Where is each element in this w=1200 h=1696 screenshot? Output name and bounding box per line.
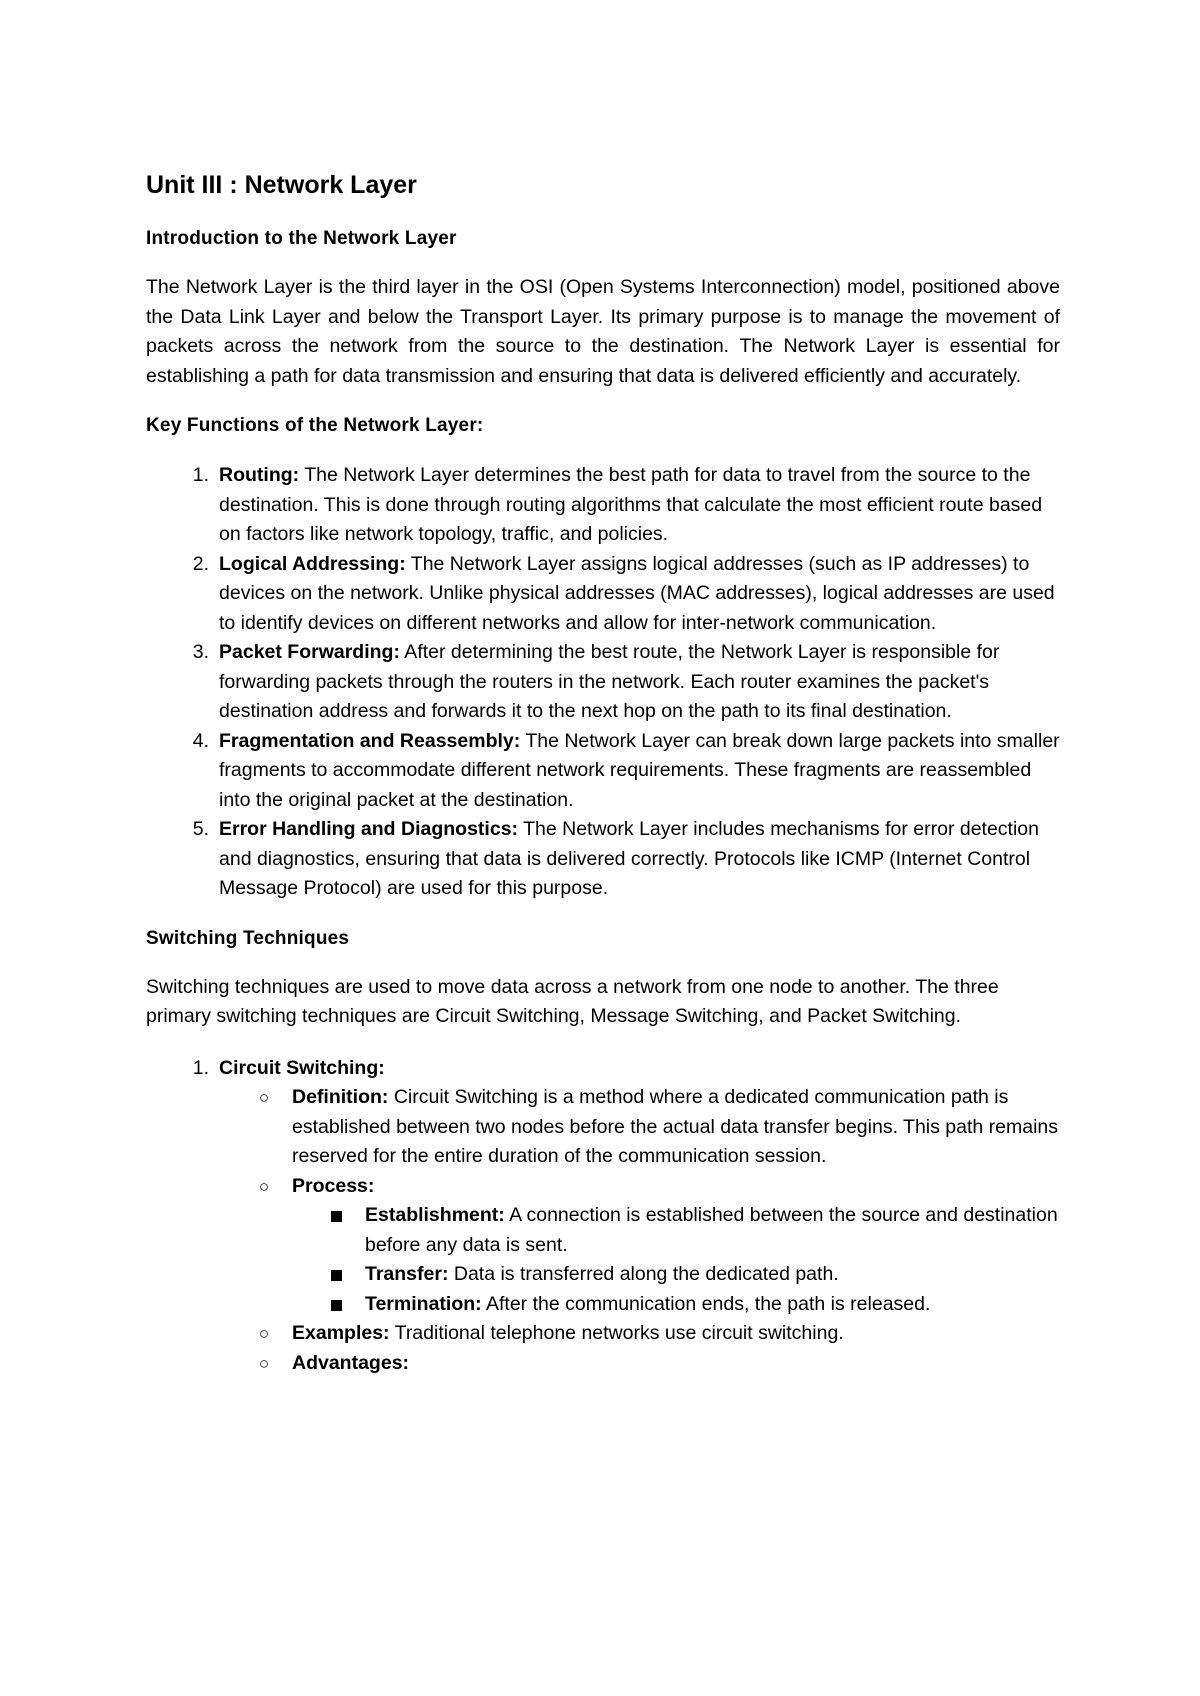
process-step-term: Termination: (365, 1292, 482, 1315)
list-item-text: The Network Layer assigns logical addresses (such as IP addresses) to devices on the network. Unlike physical addresses (MAC addresses), logical addresses are used to identify devices on different networks and allow for inter-network communication. (219, 552, 1055, 634)
square-bullet-icon (331, 1270, 342, 1281)
circuit-switching-label: Circuit Switching: (219, 1056, 385, 1079)
list-item-term: Routing: (219, 464, 300, 486)
switching-list (146, 1054, 1060, 1379)
list-item-circuit-switching (192, 1054, 1060, 1379)
process-step-text: A connection is established between the source and destination before any data is sent. (365, 1204, 1058, 1256)
process-label: Process: (292, 1174, 375, 1197)
process-step (365, 1260, 1060, 1290)
list-number: 3. (192, 641, 209, 663)
process-steps (292, 1201, 1060, 1319)
circle-bullet-icon: ○ (258, 1088, 270, 1107)
list-number: 2. (192, 552, 209, 575)
definition-item (258, 1083, 1060, 1172)
list-item (192, 638, 1060, 727)
square-bullet-icon (331, 1211, 342, 1222)
process-step (365, 1290, 1060, 1320)
switching-heading: Switching Techniques (146, 927, 350, 949)
square-bullet-icon (331, 1300, 342, 1311)
advantages-label: Advantages: (292, 1351, 410, 1374)
list-item-term: Error Handling and Diagnostics: (219, 818, 519, 840)
process-step (365, 1201, 1060, 1260)
definition-term: Definition: (292, 1086, 389, 1108)
process-step-term: Transfer: (365, 1263, 449, 1285)
list-number: 1. (192, 1056, 209, 1079)
list-number: 4. (192, 729, 209, 752)
key-functions-list (146, 461, 1060, 904)
circle-bullet-icon: ○ (258, 1324, 270, 1343)
process-step-text: After the communication ends, the path is released. (481, 1292, 931, 1315)
advantages-item (258, 1349, 1060, 1379)
list-item-term: Fragmentation and Reassembly: (219, 729, 521, 752)
intro-heading: Introduction to the Network Layer (146, 228, 457, 249)
list-number: 1. (192, 464, 209, 486)
key-functions-heading: Key Functions of the Network Layer: (146, 415, 484, 436)
list-item (192, 461, 1060, 550)
list-item (192, 550, 1060, 639)
list-number: 5. (192, 818, 209, 840)
list-item (192, 815, 1060, 904)
list-item-term: Logical Addressing: (219, 552, 406, 575)
process-step-text: Data is transferred along the dedicated path. (448, 1263, 839, 1285)
list-item (192, 727, 1060, 816)
circle-bullet-icon: ○ (258, 1176, 270, 1196)
switching-paragraph: Switching techniques are used to move data across a network from one node to another. The three primary switching techniques are Circuit Switching, Message Switching, and Packet Switching. (146, 975, 999, 1027)
list-item-text: After determining the best route, the Network Layer is responsible for forwarding packets through the routers in the network. Each router examines the packet's destination address and forwards it to the next hop on the path to its final destination. (219, 641, 1000, 722)
list-item-term: Packet Forwarding: (219, 641, 400, 663)
list-item-text: The Network Layer determines the best path for data to travel from the source to the destination. This is done through routing algorithms that calculate the most efficient route based on factors like network topology, traffic, and policies. (219, 464, 1043, 545)
intro-paragraph: The Network Layer is the third layer in the OSI (Open Systems Interconnection) model, positioned above the Data Link Layer and below the Transport Layer. Its primary purpose is to manage the movement of packets across the network from the source to the destination. The Network Layer is essential for establishing a path for data transmission and ensuring that data is delivered efficiently and accurately. (146, 276, 1060, 387)
process-item (258, 1172, 1060, 1320)
circuit-switching-details (219, 1083, 1060, 1378)
process-step-term: Establishment: (365, 1204, 505, 1226)
list-item-text: The Network Layer can break down large packets into smaller fragments to accommodate different network requirements. These fragments are reassembled into the original packet at the destination. (219, 729, 1060, 811)
examples-text: Traditional telephone networks use circuit switching. (389, 1322, 844, 1344)
circle-bullet-icon: ○ (258, 1353, 270, 1373)
examples-term: Examples: (292, 1322, 390, 1344)
examples-item (258, 1319, 1060, 1349)
document-page (146, 168, 1060, 1378)
list-item-text: The Network Layer includes mechanisms for error detection and diagnostics, ensuring that data is delivered correctly. Protocols like ICMP (Internet Control Message Protocol) are used for this purpose. (219, 818, 1039, 899)
definition-text: Circuit Switching is a method where a dedicated communication path is established between two nodes before the actual data transfer begins. This path remains reserved for the entire duration of the communication session. (292, 1086, 1059, 1167)
page-title: Unit III : Network Layer (146, 171, 417, 199)
